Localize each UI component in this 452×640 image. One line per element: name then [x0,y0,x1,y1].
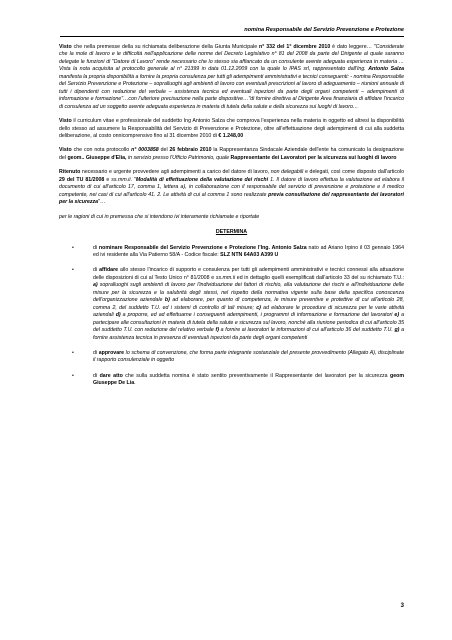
text-run: Visto [59,147,72,154]
paragraph-ragioni [59,214,404,221]
text-run: ad elaborare le procedure di sicurezza per le varie attività aziendali [93,304,404,319]
text-run: nato ad Ariano Irpino il 03 gennaio 1964 ed ivi residente alla Via Patierno 58/A - Codice fiscale: [93,244,404,258]
text-run: sopralluoghi sugli ambienti di lavoro per l'individuazione dei fattori di rischio, alla valutazione dei rischi e all'individuazione delle misure per la sicurezza e la salubrità degli stessi, nel rispetto della normativa vigente sulla base della specifica conoscenza dell'organizzazione aziendale [93,282,404,304]
text-run: a) [93,282,98,289]
text-run: lo schema di convenzione, che forma parte integrante sostanziale del presente provvedimento (Allegato A), disciplinate il rapporto consulenziale in oggetto [93,349,405,364]
text-run: che sulla suddetta nomina è stato sentito preventivamente il Rappresentante dei lavoratori per la sicurezza [122,372,390,379]
text-run: previa consultazione del rappresentante dei lavoratori per la sicurezza [59,191,404,206]
paragraph-visto-nota-protocollo [59,147,404,162]
paragraph-visto-deliberazione [59,44,404,111]
paragraph-ritenuto [59,169,404,206]
text-run: ad elaborare, per quanto di competenza, le misure preventive e protettive di cui all'articolo 28, comma 2, del suddetto T.U. ed i sistemi di controllo di tali misure; [93,297,404,311]
text-run: n° 0003858 [131,147,159,154]
list-item [59,267,404,342]
text-run: del [158,147,170,154]
text-run: c) [256,304,261,311]
text-run: . [134,380,136,387]
header-rule [60,36,404,37]
text-run: che nella premesse della su richiamata deliberazione della Giunta Municipale [71,44,260,50]
bullet-icon: • [72,349,74,356]
text-run: è dato leggere… [330,44,374,50]
text-run: 26 febbraio 2010 [169,147,212,154]
list-item-text [93,245,404,258]
list-item [59,373,404,388]
text-run: e) [394,312,400,319]
text-run: geom.. Giuseppe d'Elia, [67,154,127,161]
list-item-text [93,267,404,340]
text-run: e [104,176,112,183]
text-run: € 1.248,00 [218,132,244,139]
text-run: la Rappresentanza Sindacale Aziendale dell'ente ha comunicato la designazione del [59,147,404,161]
list-item-text [93,350,404,363]
text-run: che con nota protocollo [71,147,132,154]
text-run: di [93,372,100,379]
text-run: SLZ NTN 64A03 A399 U [220,251,279,258]
text-run: b) [164,297,170,304]
text-run: ss.mm.ii [111,176,131,183]
text-run: affidare [99,267,119,274]
text-run: e delegati, così come disposto dall'articolo [303,169,405,176]
text-run: necessario e urgente provvedere agli adempimenti a carico del datore di lavoro, [80,169,271,176]
list-item [59,245,404,260]
text-run: il curriculum vitae e professionale del suddetto Ing Antonio Salza che comprova l'esperienza nella materia in oggetto ed altresì la disponibilità dello stesso ad assumere la Responsabilità del Servizio di Prevenzione e Protezione, oltre all'effettuazione degli adempimenti di cui alla suddetta deliberazione, al costo onnicomprensivo fino al 31 dicembre 2010 di [59,118,404,139]
text-run: di [93,267,100,274]
determina-heading: DETERMINA [215,229,248,236]
bullet-icon: • [72,267,74,274]
text-run: 1. Il datore di lavoro effettua la valutazione ed elabora il documento di cui all'articolo 17, comma 1, lettera a), in collaborazione con il responsabile del servizio di prevenzione e protezione e il medico competente, nei casi di cui all'articolo 41. 2. Le attività di cui al comma 1 sono realizzate [59,176,405,198]
page-number: 3 [400,603,404,609]
text-run: approvare [98,349,125,356]
text-run: a proporre, ed ad effettuarne i conseguenti adempimenti, i programmi di informazione e formazione dei lavoratori [120,312,395,319]
text-run: Antonio Salza [368,66,404,73]
text-run: nominare Responsabile del Servizio Prevenzione e Protezione l'Ing. Antonio Salza [98,244,307,251]
running-header: nomina Responsabile del Servizio Prevenzione e Protezione [244,27,404,33]
text-run: "Considerate che la mole di lavoro e le difficoltà nell'applicazione delle norme del Decreto Legislativo n° 81 del 2008 da parte del Dirigente al quale saranno delegate le funzioni di "Datore di Lavoro" rende necessario che lo stesso sia affiancato da un consulente avente adeguata esperienza in materia … Vista la nota acquisita al protocollo generale al n° 21399 in data 01.12.2009 con la quale lo IPAS srl, rappresentato dall'Ing. [59,44,404,73]
bullet-icon: • [72,244,74,251]
text-run: d) [115,312,121,319]
text-run: Visto [59,118,72,125]
text-run: per le ragioni di cui in premessa che si intendono ivi interamente richiamate e riportate [59,213,260,220]
text-run: n° 332 del 1° dicembre 2010 [259,44,331,50]
text-run: ed in dettaglio quelli esemplificati dall'articolo 33 del su richiamato T.U.: [235,274,404,281]
document-body [59,44,404,396]
text-run: "… [98,199,106,206]
text-run: manifesta la propria disponibilità a fornire la propria consulenza per tutti gli adempimenti amministrativi e tecnici conseguenti: - nomina Responsabile del Servizio Prevenzione e Protezione – sopralluoghi agli ambienti di lavoro con eventuali prescrizioni al lavoro di adeguamento – riunioni annuale di tutti i dipendenti con redazione del verbale – assistenza tecnica ed eventuali ispezioni da parte degli organi competenti – adempimenti di informazione e formazione"…con l'ulteriore precisazione nella parte dispositive…"di fornire direttiva al Dirigente Area finanziaria di affidare l'incarico di consulenza ad un soggetto avente adeguata esperienza in materia di tutela della salute e della sicurezza sui luoghi di lavoro… [59,73,404,110]
text-run: a fornire assistenza tecnica in presenza di eventuali ispezioni da parte degli organi competenti [93,327,404,341]
text-run: allo stesso l'incarico di supporto e consulenza per tutti gli adempimenti amministrativi e tecnici connessi alla attuazione delle disposizioni di cui al Testo Unico n° 81/2008 e [93,267,404,281]
text-run: Visto [59,44,72,50]
text-run: di [93,244,99,251]
text-run: . " [130,176,136,183]
text-run: g) [394,327,400,334]
list-item-text [93,373,404,386]
text-run: f) [215,327,219,334]
text-run: in servizio presso l'Ufficio Patrimonio, quale [126,154,231,161]
bullet-icon: • [72,372,74,379]
text-run: dare atto [99,372,123,379]
list-item [59,350,404,365]
text-run: a partecipare alle consultazioni in materia di tutela della salute e sicurezza sul lavoro, nonché alla riunione periodica di cui all'articolo 35 del suddetto T.U. con redazione del relativo verbale [93,312,404,334]
text-run: di [93,349,99,356]
text-run: ss.mm.ii [215,274,236,281]
text-run: Modalità di effettuazione della valutazione dei rischi [135,176,269,183]
paragraph-visto-curriculum [59,118,404,140]
determina-list [59,245,404,388]
text-run: Ritenuto [59,169,81,176]
text-run: non delegabili [270,169,304,176]
text-run: a fornire ai lavoratori le informazioni di cui all'articolo 36 del suddetto T.U. [219,327,395,334]
text-run: Rappresentante dei Lavoratori per la sicurezza sui luoghi di lavoro [230,154,397,161]
text-run: 29 del TU 81/2008 [59,176,105,183]
text-run: geom Giuseppe De Lia [93,372,405,387]
